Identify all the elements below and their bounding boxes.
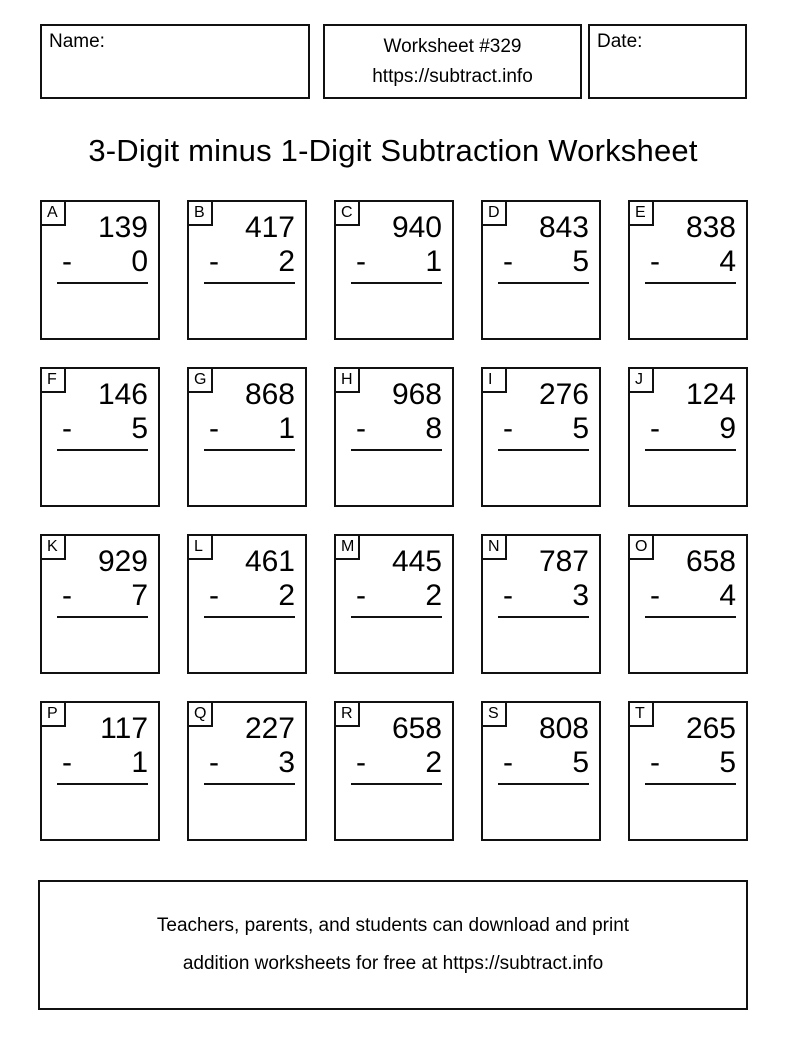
answer-space (336, 451, 452, 506)
minuend: 461 (244, 545, 295, 578)
footer-note-box (38, 880, 748, 1010)
problem-letter: A (47, 204, 58, 221)
minuend: 124 (685, 378, 736, 411)
minuend: 417 (244, 211, 295, 244)
problem-cell (40, 367, 160, 507)
minuend: 265 (685, 712, 736, 745)
problem-letter-badge (336, 202, 360, 226)
minus-operator: - (650, 412, 660, 445)
problem-cell (334, 534, 454, 674)
problem-letter: G (194, 371, 207, 388)
minuend: 940 (391, 211, 442, 244)
problem-letter-badge (336, 703, 360, 727)
problem-letter-badge (483, 369, 507, 393)
minus-operator: - (209, 245, 219, 278)
minuend: 838 (685, 211, 736, 244)
minuend: 276 (538, 378, 589, 411)
answer-space (42, 618, 158, 673)
problem-letter-badge (483, 202, 507, 226)
answer-space (483, 284, 599, 339)
problem-cell (481, 367, 601, 507)
minus-operator: - (503, 412, 513, 445)
problem-letter-badge (189, 703, 213, 727)
problem-cell (628, 701, 748, 841)
problem-letter: H (341, 371, 353, 388)
problem-cell (628, 200, 748, 340)
subtrahend: 5 (572, 412, 589, 445)
minuend: 117 (100, 712, 148, 745)
problem-cell (40, 200, 160, 340)
answer-space (483, 451, 599, 506)
problem-cell (187, 701, 307, 841)
problem-letter-badge (42, 202, 66, 226)
answer-space (336, 284, 452, 339)
minus-operator: - (503, 245, 513, 278)
answer-space (630, 785, 746, 840)
problem-letter-badge (336, 536, 360, 560)
footer-line-2: addition worksheets for free at https://subtract.info (182, 953, 604, 974)
problem-cell (334, 200, 454, 340)
problem-letter-badge (42, 703, 66, 727)
subtrahend: 9 (719, 412, 736, 445)
subtrahend: 0 (131, 245, 148, 278)
problem-letter-badge (630, 703, 654, 727)
subtrahend: 1 (131, 746, 148, 779)
problem-letter-badge (42, 369, 66, 393)
minuend: 445 (391, 545, 442, 578)
minuend: 658 (685, 545, 736, 578)
minus-operator: - (209, 746, 219, 779)
problem-letter-badge (42, 536, 66, 560)
problem-letter-badge (336, 369, 360, 393)
problem-cell (334, 701, 454, 841)
problem-letter-badge (630, 536, 654, 560)
answer-space (336, 785, 452, 840)
minuend: 843 (538, 211, 589, 244)
subtrahend: 2 (278, 579, 295, 612)
worksheet-info-box (323, 24, 582, 99)
minus-operator: - (356, 746, 366, 779)
problem-letter-badge (189, 369, 213, 393)
problem-letter: N (488, 538, 500, 555)
subtrahend: 1 (278, 412, 295, 445)
subtrahend: 3 (278, 746, 295, 779)
subtrahend: 5 (572, 245, 589, 278)
problem-cell (187, 534, 307, 674)
problem-letter: K (47, 538, 58, 555)
minuend: 929 (97, 545, 148, 578)
problem-cell (628, 534, 748, 674)
answer-space (189, 451, 305, 506)
subtrahend: 3 (572, 579, 589, 612)
problem-cell (40, 701, 160, 841)
minus-operator: - (209, 579, 219, 612)
worksheet-number: Worksheet #329 (383, 36, 522, 58)
problem-letter: B (194, 204, 205, 221)
answer-space (483, 785, 599, 840)
minuend: 868 (244, 378, 295, 411)
problems-grid (40, 200, 748, 841)
problem-letter-badge (630, 369, 654, 393)
problem-cell (481, 200, 601, 340)
minus-operator: - (62, 746, 72, 779)
footer-line-1: Teachers, parents, and students can download and print (156, 915, 630, 936)
problem-letter-badge (189, 536, 213, 560)
subtrahend: 1 (425, 245, 442, 278)
problem-letter: E (635, 204, 646, 221)
name-field-box (40, 24, 310, 99)
problem-letter: T (635, 705, 645, 722)
minuend: 968 (391, 378, 442, 411)
answer-space (189, 284, 305, 339)
problem-letter: O (635, 538, 648, 555)
problem-letter-badge (483, 703, 507, 727)
problem-letter: D (488, 204, 500, 221)
answer-space (42, 785, 158, 840)
answer-space (336, 618, 452, 673)
minuend: 146 (97, 378, 148, 411)
subtrahend: 5 (719, 746, 736, 779)
minus-operator: - (209, 412, 219, 445)
problem-letter: P (47, 705, 58, 722)
subtrahend: 5 (572, 746, 589, 779)
minus-operator: - (356, 412, 366, 445)
problem-cell (481, 534, 601, 674)
answer-space (42, 284, 158, 339)
problem-letter-badge (483, 536, 507, 560)
minuend: 787 (538, 545, 589, 578)
minus-operator: - (650, 746, 660, 779)
answer-space (630, 451, 746, 506)
answer-space (189, 618, 305, 673)
subtrahend: 4 (719, 579, 736, 612)
problem-letter: R (341, 705, 353, 722)
minus-operator: - (503, 746, 513, 779)
minus-operator: - (650, 579, 660, 612)
minuend: 227 (244, 712, 295, 745)
page-title: 3-Digit minus 1-Digit Subtraction Worksheet (88, 133, 698, 168)
subtrahend: 5 (131, 412, 148, 445)
problem-cell (187, 200, 307, 340)
problem-cell (481, 701, 601, 841)
problem-letter-badge (630, 202, 654, 226)
minuend: 808 (538, 712, 589, 745)
minus-operator: - (503, 579, 513, 612)
minuend: 658 (391, 712, 442, 745)
minus-operator: - (62, 412, 72, 445)
problem-letter: I (488, 371, 493, 388)
problem-letter: J (635, 371, 643, 388)
minus-operator: - (356, 579, 366, 612)
problem-letter: L (194, 538, 203, 555)
name-label: Name: (49, 31, 105, 52)
minus-operator: - (62, 579, 72, 612)
subtrahend: 2 (425, 579, 442, 612)
problem-cell (40, 534, 160, 674)
answer-space (42, 451, 158, 506)
answer-space (483, 618, 599, 673)
minus-operator: - (356, 245, 366, 278)
minus-operator: - (62, 245, 72, 278)
problem-cell (334, 367, 454, 507)
subtrahend: 7 (131, 579, 148, 612)
minuend: 139 (97, 211, 148, 244)
date-field-box (588, 24, 747, 99)
problem-letter: S (488, 705, 499, 722)
subtrahend: 4 (719, 245, 736, 278)
subtrahend: 2 (425, 746, 442, 779)
subtrahend: 2 (278, 245, 295, 278)
problem-letter: F (47, 371, 57, 388)
answer-space (630, 618, 746, 673)
answer-space (630, 284, 746, 339)
problem-letter-badge (189, 202, 213, 226)
worksheet-url: https://subtract.info (372, 65, 533, 87)
minus-operator: - (650, 245, 660, 278)
problem-letter: Q (194, 705, 207, 722)
answer-space (189, 785, 305, 840)
date-label: Date: (597, 31, 643, 52)
problem-letter: M (341, 538, 355, 555)
problem-cell (187, 367, 307, 507)
problem-letter: C (341, 204, 353, 221)
problem-cell (628, 367, 748, 507)
subtrahend: 8 (425, 412, 442, 445)
